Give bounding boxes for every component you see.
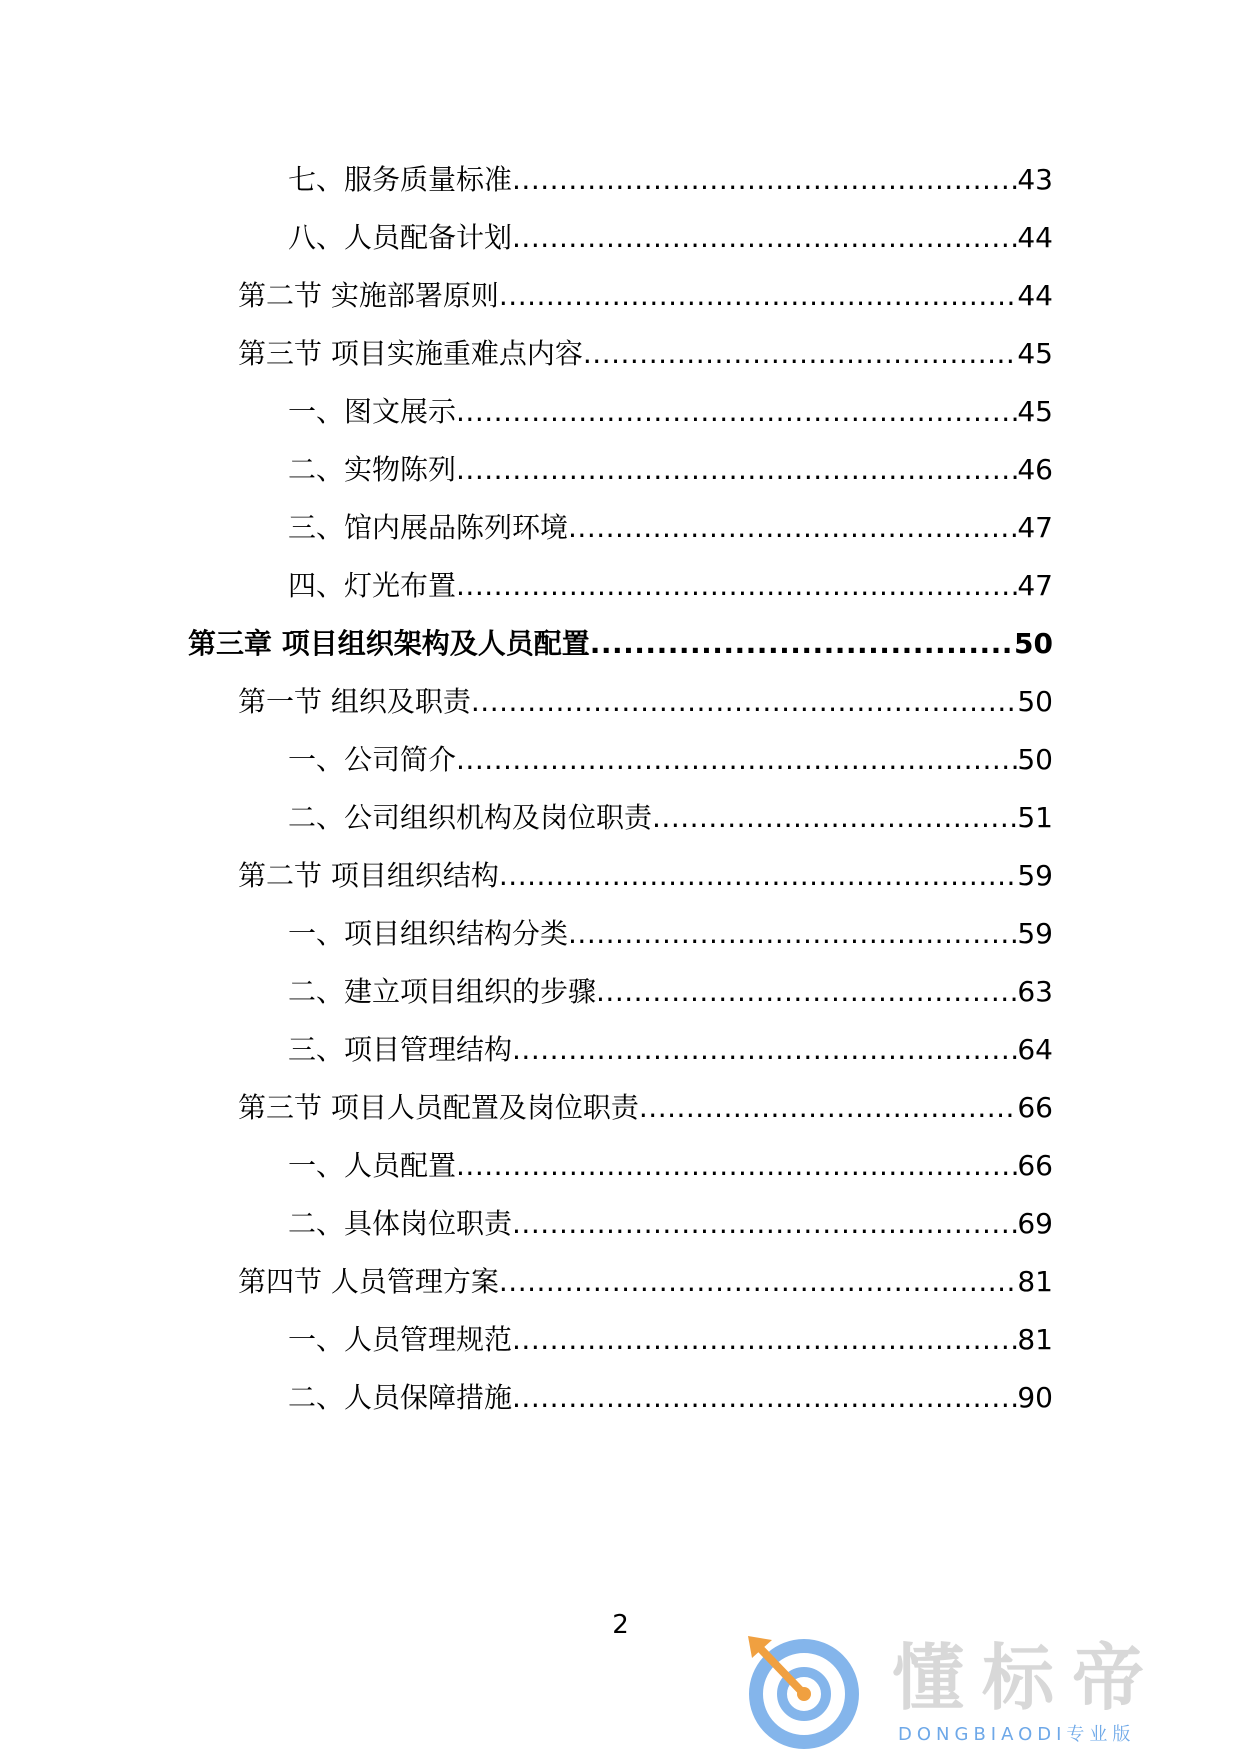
toc-dot-leader (568, 914, 1017, 954)
toc-entry-page: 90 (1017, 1381, 1053, 1414)
toc-entry-title: 一、人员配置 (288, 1149, 457, 1182)
toc-entry-page: 47 (1017, 511, 1053, 544)
toc-entry-title: 第四节 人员管理方案 (238, 1265, 499, 1298)
toc-dot-leader (590, 624, 1014, 664)
toc-entry-title: 二、建立项目组织的步骤 (288, 975, 597, 1008)
toc-entry-page: 43 (1017, 163, 1053, 196)
watermark-logo (742, 1628, 1222, 1748)
toc-entry-title: 三、馆内展品陈列环境 (288, 511, 569, 544)
toc-dot-leader (512, 218, 1017, 258)
toc-entry-title: 第三章 项目组织架构及人员配置 (188, 627, 590, 660)
toc-entry-title: 一、公司简介 (288, 743, 457, 776)
toc-dot-leader (639, 1088, 1017, 1128)
toc-entry[interactable] (288, 914, 1053, 954)
toc-dot-leader (512, 160, 1017, 200)
toc-entry-page: 46 (1017, 453, 1053, 486)
toc-dot-leader (456, 392, 1017, 432)
toc-entry-title: 二、具体岗位职责 (288, 1207, 513, 1240)
toc-entry-title: 二、实物陈列 (288, 453, 457, 486)
toc-entry-title: 八、人员配备计划 (288, 221, 513, 254)
toc-entry-title: 三、项目管理结构 (288, 1033, 513, 1066)
toc-entry[interactable] (288, 566, 1053, 606)
toc-entry-page: 44 (1017, 279, 1053, 312)
toc-entry-title: 第二节 实施部署原则 (238, 279, 499, 312)
toc-entry-page: 50 (1014, 627, 1053, 660)
toc-entry-page: 64 (1017, 1033, 1053, 1066)
toc-dot-leader (512, 1030, 1017, 1070)
toc-entry[interactable] (288, 972, 1053, 1012)
toc-entry-title: 第二节 项目组织结构 (238, 859, 499, 892)
toc-entry[interactable] (288, 740, 1053, 780)
toc-entry-title: 第一节 组织及职责 (238, 685, 471, 718)
toc-entry[interactable] (288, 1320, 1053, 1360)
toc-dot-leader (471, 682, 1017, 722)
toc-entry[interactable] (288, 218, 1053, 258)
toc-dot-leader (583, 334, 1017, 374)
toc-entry[interactable] (238, 856, 1053, 896)
watermark-brand: 懂标帝 (892, 1636, 1163, 1720)
toc-entry-title: 四、灯光布置 (288, 569, 457, 602)
toc-dot-leader (512, 1378, 1017, 1418)
watermark-subtitle: DONGBIAODI专业版 (898, 1724, 1136, 1745)
toc-entry-page: 59 (1017, 917, 1053, 950)
toc-entry[interactable] (288, 508, 1053, 548)
target-arrow-icon (742, 1628, 870, 1754)
toc-entry[interactable] (238, 276, 1053, 316)
toc-entry-title: 二、人员保障措施 (288, 1381, 513, 1414)
toc-dot-leader (596, 972, 1017, 1012)
toc-dot-leader (499, 856, 1017, 896)
toc-entry-page: 81 (1017, 1323, 1053, 1356)
toc-dot-leader (512, 1204, 1017, 1244)
toc-entry-title: 一、图文展示 (288, 395, 457, 428)
toc-dot-leader (499, 1262, 1017, 1302)
toc-dot-leader (456, 566, 1017, 606)
toc-entry-page: 81 (1017, 1265, 1053, 1298)
toc-entry[interactable] (288, 1030, 1053, 1070)
toc-entry-page: 51 (1017, 801, 1053, 834)
toc-entry[interactable] (288, 160, 1053, 200)
toc-entry-page: 45 (1017, 337, 1053, 370)
toc-dot-leader (456, 450, 1017, 490)
toc-dot-leader (512, 1320, 1017, 1360)
toc-entry[interactable] (288, 798, 1053, 838)
toc-entry-title: 二、公司组织机构及岗位职责 (288, 801, 653, 834)
toc-entry-page: 66 (1017, 1149, 1053, 1182)
toc-entry-page: 69 (1017, 1207, 1053, 1240)
toc-entry[interactable] (238, 1262, 1053, 1302)
toc-entry-page: 66 (1017, 1091, 1053, 1124)
toc-entry-page: 50 (1017, 743, 1053, 776)
toc-entry-title: 七、服务质量标准 (288, 163, 513, 196)
toc-entry[interactable] (288, 1378, 1053, 1418)
toc-entry[interactable] (238, 1088, 1053, 1128)
toc-entry-title: 一、项目组织结构分类 (288, 917, 569, 950)
toc-dot-leader (568, 508, 1017, 548)
toc-entry[interactable] (288, 1146, 1053, 1186)
toc-entry-page: 50 (1017, 685, 1053, 718)
toc-entry-title: 一、人员管理规范 (288, 1323, 513, 1356)
toc-chapter-entry[interactable] (188, 624, 1053, 664)
toc-entry-page: 63 (1017, 975, 1053, 1008)
toc-entry-page: 45 (1017, 395, 1053, 428)
toc-entry-title: 第三节 项目人员配置及岗位职责 (238, 1091, 639, 1124)
toc-entry-title: 第三节 项目实施重难点内容 (238, 337, 583, 370)
toc-dot-leader (652, 798, 1017, 838)
toc-entry[interactable] (288, 1204, 1053, 1244)
page-number: 2 (612, 1610, 629, 1640)
toc-entry[interactable] (288, 450, 1053, 490)
toc-entry[interactable] (238, 682, 1053, 722)
toc-entry[interactable] (288, 392, 1053, 432)
toc-dot-leader (499, 276, 1017, 316)
toc-entry-page: 47 (1017, 569, 1053, 602)
toc-entry-page: 59 (1017, 859, 1053, 892)
toc-entry-page: 44 (1017, 221, 1053, 254)
toc-entry[interactable] (238, 334, 1053, 374)
toc-dot-leader (456, 740, 1017, 780)
toc-dot-leader (456, 1146, 1017, 1186)
